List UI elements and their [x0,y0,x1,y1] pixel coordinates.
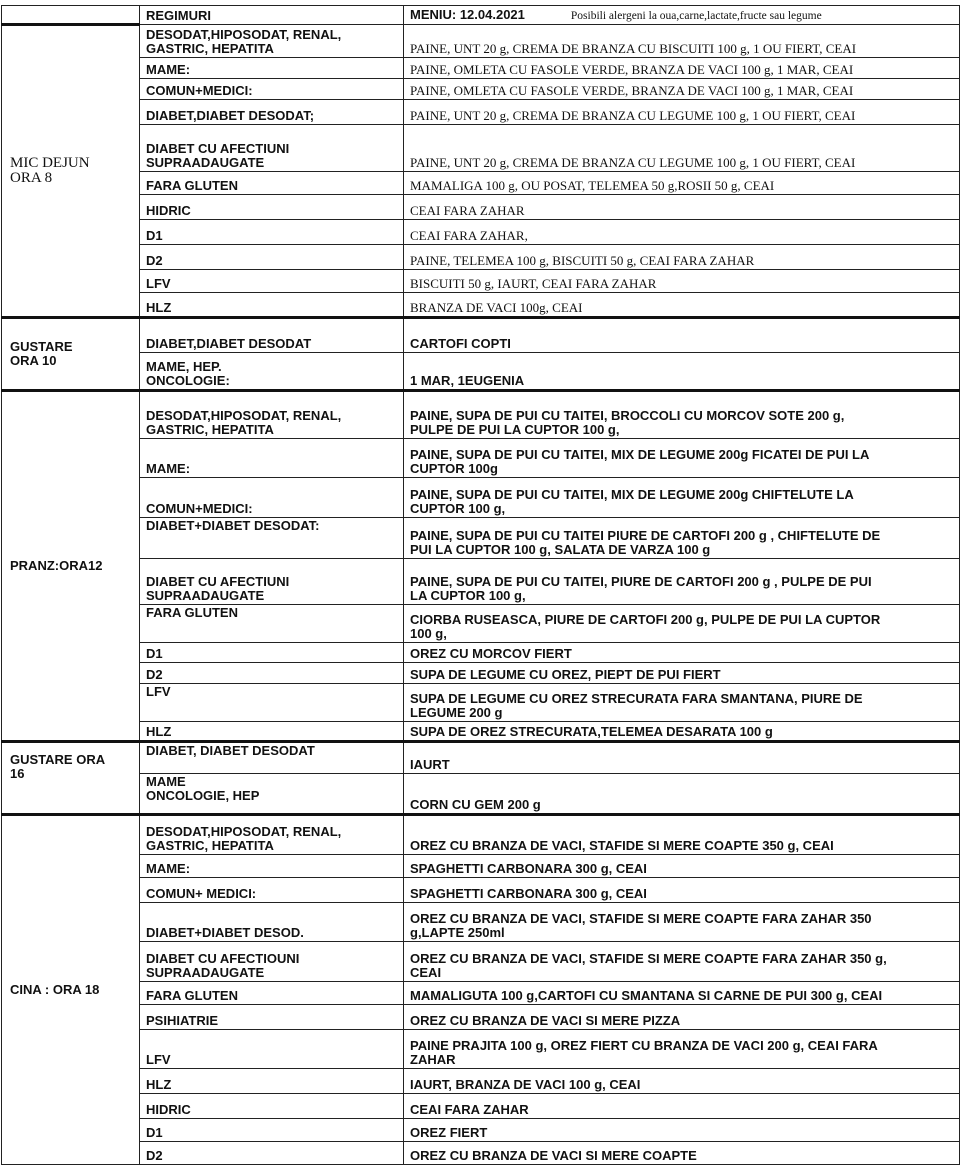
meal-label-cina: CINA : ORA 18 [2,815,140,1165]
allergens-note: Posibili alergeni la oua,carne,lactate,fructe sau legume [570,9,822,22]
regime-cell: DIABET+DIABET DESOD. [140,902,404,942]
table-row [2,742,960,773]
table-row [2,390,960,438]
meal-label-mic-dejun: MIC DEJUN ORA 8 [2,24,140,317]
menu-cell: SUPA DE LEGUME CU OREZ STRECURATA FARA SMANTANA, PIURE DE LEGUME 200 g [404,684,960,721]
regime-cell: D2 [140,245,404,270]
menu-cell: OREZ CU BRANZA DE VACI SI MERE COAPTE [404,1141,960,1164]
regime-cell: MAME: [140,58,404,79]
table-row [2,270,960,293]
regime-cell: DIABET, DIABET DESODAT [140,742,404,773]
table-row [2,1069,960,1094]
menu-cell: SPAGHETTI CARBONARA 300 g, CEAI [404,854,960,877]
regime-cell: DESODAT,HIPOSODAT, RENAL, GASTRIC, HEPATITA [140,815,404,855]
meal-label-gustare-16: GUSTARE ORA 16 [2,742,140,815]
table-row [2,293,960,318]
menu-cell: PAINE, SUPA DE PUI CU TAITEI, BROCCOLI CU MORCOV SOTE 200 g, PULPE DE PUI LA CUPTOR 100 g, [404,390,960,438]
menu-cell: PAINE, SUPA DE PUI CU TAITEI, PIURE DE CARTOFI 200 g , PULPE DE PUI LA CUPTOR 100 g, [404,559,960,605]
menu-date: MENIU: 12.04.2021 [410,6,525,22]
menu-cell: PAINE, SUPA DE PUI CU TAITEI PIURE DE CARTOFI 200 g , CHIFTELUTE DE PUI LA CUPTOR 100 g, SALATA DE VARZA 100 g [404,517,960,559]
menu-cell: SPAGHETTI CARBONARA 300 g, CEAI [404,877,960,902]
menu-cell: CORN CU GEM 200 g [404,773,960,815]
regime-cell: FARA GLUTEN [140,172,404,195]
menu-cell: OREZ CU BRANZA DE VACI, STAFIDE SI MERE COAPTE FARA ZAHAR 350 g, CEAI [404,942,960,982]
header-menu [404,6,960,25]
menu-cell: PAINE, UNT 20 g, CREMA DE BRANZA CU BISCUITI 100 g, 1 OU FIERT, CEAI [404,24,960,57]
table-row [2,1004,960,1029]
regime-cell: FARA GLUTEN [140,605,404,642]
table-row [2,58,960,79]
menu-cell: SUPA DE LEGUME CU OREZ, PIEPT DE PUI FIERT [404,663,960,684]
regime-cell: D1 [140,1118,404,1141]
regime-cell: DESODAT,HIPOSODAT, RENAL, GASTRIC, HEPATITA [140,24,404,57]
menu-cell: IAURT [404,742,960,773]
menu-cell: SUPA DE OREZ STRECURATA,TELEMEA DESARATA 100 g [404,721,960,742]
menu-cell: OREZ FIERT [404,1118,960,1141]
regime-cell: D2 [140,663,404,684]
regime-cell: HIDRIC [140,1094,404,1119]
table-row [2,353,960,390]
menu-cell: 1 MAR, 1EUGENIA [404,353,960,390]
table-row [2,1118,960,1141]
table-row [2,24,960,57]
table-row [2,815,960,855]
table-row [2,902,960,942]
regime-cell: COMUN+ MEDICI: [140,877,404,902]
menu-cell: PAINE, TELEMEA 100 g, BISCUITI 50 g, CEAI FARA ZAHAR [404,245,960,270]
menu-cell: OREZ CU BRANZA DE VACI SI MERE PIZZA [404,1004,960,1029]
regime-cell: D2 [140,1141,404,1164]
menu-cell: BISCUITI 50 g, IAURT, CEAI FARA ZAHAR [404,270,960,293]
menu-cell: PAINE, SUPA DE PUI CU TAITEI, MIX DE LEGUME 200g CHIFTELUTE LA CUPTOR 100 g, [404,478,960,518]
menu-cell: CEAI FARA ZAHAR [404,1094,960,1119]
table-row [2,1094,960,1119]
menu-cell: MAMALIGUTA 100 g,CARTOFI CU SMANTANA SI CARNE DE PUI 300 g, CEAI [404,981,960,1004]
regime-cell: HLZ [140,721,404,742]
regime-cell: MAME ONCOLOGIE, HEP [140,773,404,815]
menu-cell: MAMALIGA 100 g, OU POSAT, TELEMEA 50 g,ROSII 50 g, CEAI [404,172,960,195]
menu-cell: PAINE PRAJITA 100 g, OREZ FIERT CU BRANZA DE VACI 200 g, CEAI FARA ZAHAR [404,1029,960,1069]
regime-cell: DIABET,DIABET DESODAT [140,318,404,353]
menu-cell: PAINE, UNT 20 g, CREMA DE BRANZA CU LEGUME 100 g, 1 OU FIERT, CEAI [404,124,960,172]
table-row [2,854,960,877]
regime-cell: LFV [140,1029,404,1069]
menu-cell: OREZ CU MORCOV FIERT [404,642,960,663]
regime-cell: D1 [140,642,404,663]
table-row [2,438,960,478]
table-row [2,220,960,245]
regime-cell: MAME: [140,438,404,478]
regime-cell: D1 [140,220,404,245]
table-row [2,1029,960,1069]
table-row [2,605,960,642]
menu-cell: IAURT, BRANZA DE VACI 100 g, CEAI [404,1069,960,1094]
table-row [2,942,960,982]
menu-cell: PAINE, UNT 20 g, CREMA DE BRANZA CU LEGUME 100 g, 1 OU FIERT, CEAI [404,99,960,124]
table-row [2,1141,960,1164]
header-blank [2,6,140,25]
table-row [2,318,960,353]
table-row [2,981,960,1004]
table-row [2,78,960,99]
table-row [2,721,960,742]
menu-cell: CARTOFI COPTI [404,318,960,353]
menu-cell: OREZ CU BRANZA DE VACI, STAFIDE SI MERE COAPTE FARA ZAHAR 350 g,LAPTE 250ml [404,902,960,942]
regime-cell: LFV [140,270,404,293]
regime-cell: DIABET CU AFECTIOUNI SUPRAADAUGATE [140,942,404,982]
regime-cell: DESODAT,HIPOSODAT, RENAL, GASTRIC, HEPATITA [140,390,404,438]
menu-cell: PAINE, OMLETA CU FASOLE VERDE, BRANZA DE VACI 100 g, 1 MAR, CEAI [404,78,960,99]
menu-cell: CEAI FARA ZAHAR [404,195,960,220]
regime-cell: FARA GLUTEN [140,981,404,1004]
table-row [2,559,960,605]
table-row [2,99,960,124]
menu-cell: BRANZA DE VACI 100g, CEAI [404,293,960,318]
regime-cell: DIABET CU AFECTIUNI SUPRAADAUGATE [140,124,404,172]
menu-table [1,5,960,1165]
regime-cell: DIABET+DIABET DESODAT: [140,517,404,559]
table-row [2,172,960,195]
menu-cell: CEAI FARA ZAHAR, [404,220,960,245]
menu-cell: OREZ CU BRANZA DE VACI, STAFIDE SI MERE COAPTE 350 g, CEAI [404,815,960,855]
menu-cell: CIORBA RUSEASCA, PIURE DE CARTOFI 200 g, PULPE DE PUI LA CUPTOR 100 g, [404,605,960,642]
regime-cell: DIABET,DIABET DESODAT; [140,99,404,124]
header-regimes: REGIMURI [140,6,404,25]
table-row [2,663,960,684]
menu-cell: PAINE, OMLETA CU FASOLE VERDE, BRANZA DE VACI 100 g, 1 MAR, CEAI [404,58,960,79]
regime-cell: COMUN+MEDICI: [140,478,404,518]
regime-cell: HLZ [140,293,404,318]
table-row [2,478,960,518]
regime-cell: LFV [140,684,404,721]
regime-cell: PSIHIATRIE [140,1004,404,1029]
regime-cell: COMUN+MEDICI: [140,78,404,99]
regime-cell: MAME, HEP. ONCOLOGIE: [140,353,404,390]
meal-label-pranz: PRANZ:ORA12 [2,390,140,742]
table-row [2,877,960,902]
header-row [2,6,960,25]
regime-cell: DIABET CU AFECTIUNI SUPRAADAUGATE [140,559,404,605]
regime-cell: HIDRIC [140,195,404,220]
table-row [2,245,960,270]
table-row [2,517,960,559]
regime-cell: HLZ [140,1069,404,1094]
meal-label-gustare-10: GUSTARE ORA 10 [2,318,140,391]
table-row [2,195,960,220]
table-row [2,773,960,815]
menu-cell: PAINE, SUPA DE PUI CU TAITEI, MIX DE LEGUME 200g FICATEI DE PUI LA CUPTOR 100g [404,438,960,478]
table-row [2,642,960,663]
table-row [2,684,960,721]
table-row [2,124,960,172]
regime-cell: MAME: [140,854,404,877]
